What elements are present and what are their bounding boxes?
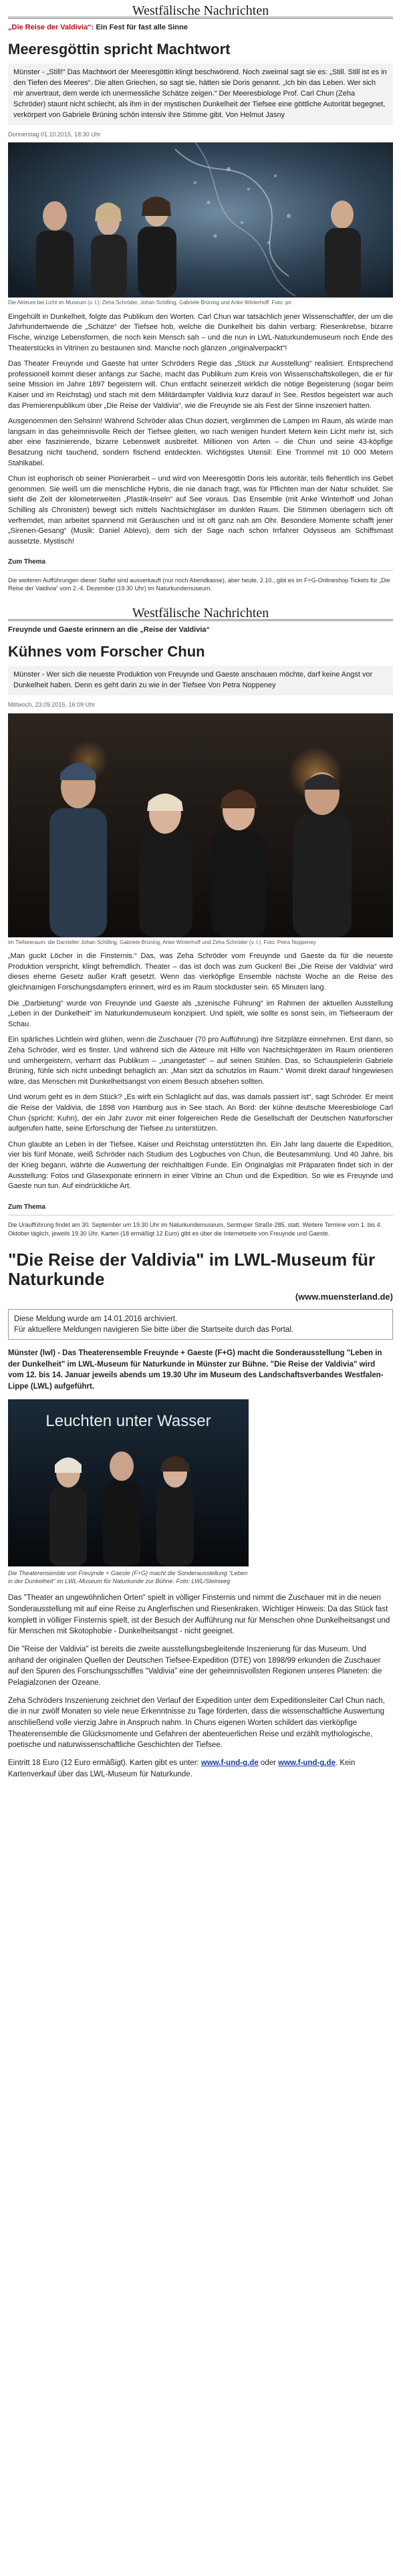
ensemble-photo-illustration <box>8 713 393 937</box>
article-clip-1 <box>8 0 393 598</box>
kicker-subtitle: : Ein Fest für fast alle Sinne <box>91 23 188 31</box>
photo-caption: Im Tiefseeraum: die Darsteller Johan Schilling, Gabriele Brüning, Anke Winterhoff und Zeha Schröder (v. l.). Foto: Petra Noppeney <box>8 939 316 945</box>
archive-notice-line-1: Diese Meldung wurde am 14.01.2016 archiviert. <box>14 1314 178 1323</box>
article-headline: "Die Reise der Valdivia" im LWL-Museum für Naturkunde <box>8 1249 376 1290</box>
ticket-text-pre: Eintritt 18 Euro (12 Euro ermäßigt). Karten gibt es unter: <box>8 1758 201 1767</box>
article-headline: Meeresgöttin spricht Machtwort <box>8 40 231 57</box>
body-paragraph-4: Und worum geht es in dem Stück? „Es wirft ein Schlaglicht auf das, was damals passiert ist“, sagt Schröder. Er meint die Reise der Valdivia, die 1898 von Hamburg aus in See stach. An Bord: der kühne deutsche Meeresbiologe Carl Chun (spricht: Kuhn), der ein Jahr zuvor mit einer folgereichen Rede die Gesellschaft der Deutschen Naturforscher aufgerufen hatte, seine Erforschung der Tiefsee zu unterstützen. <box>8 1093 393 1133</box>
body-paragraph-2: Das Theater Freuynde und Gaeste hat unter Schröders Regie das „Stück zur Ausstellung“ realisiert. Entsprechend professionell kommt dieser anfangs zur Sache, macht das Publikum zum Kreis von Wissenschaftskollegen, die er für seine Mission im Jahre 1897 begeistern will. Chun entfacht seinerzeit wirklich die nötige Begeisterung (sogar beim Kaiser und im Reichstag) und stach mit dem Militärdampfer Valdivia kurz darauf in See. Restlos begeistert war auch das Premierenpublikum über „Die Reise der Valdivia“, wie die Freuynde sie als Fest der Sinne inszeniert hatten. <box>8 360 393 410</box>
body-paragraph-3: Ausgenommen den Sehsinn! Während Schröder alias Chun doziert, verglimmen die Lampen im Raum, als würde man langsam in das geheimnisvolle Reich der Tiefsee gleiten, wo nach wenigen hundert Metern kein Licht mehr ist, sich aber eine faszinierende, bizarre Lebenswelt ausbreitet. Millionen von Arten – die Chun und seine 43-köpfige Besatzung nicht tauchend, sondern fischend entdeckten. Wichtigstes Utensil: Eine Trommel mit 10 000 Metern Stahlkabel. <box>8 417 393 467</box>
ticket-text-mid: oder <box>258 1758 279 1767</box>
poster-photo-illustration <box>8 1399 249 1566</box>
article-photo <box>8 713 393 937</box>
archive-notice-line-2: Für aktuellere Meldungen navigieren Sie bitte über die Startseite durch das Portal. <box>14 1325 294 1334</box>
body-paragraph-3: Ein spärliches Lichtlein wird glühen, wenn die Zuschauer (70 pro Aufführung) ihre Sitzplätze einnehmen. Erst dann, so Zeha Schröder, wird es finster. Und während sich die Akteure mit Hilfe von Nachtsichtgeräten im Raum orientieren und umhergeistern, verharrt das Publikum – „unangetastet“ – auf seinen Stühlen. Das, so Schauspielerin Gabriele Brüning, fühle sich nicht unbedingt behaglich an: „Man sitzt da schutzlos im Raum.“ Womit direkt darauf hingewiesen wäre, das Menschen mit Dunkelheitsangst von einem Besuch absehen sollten. <box>8 1036 393 1086</box>
kicker-title: „Die Reise der Valdivia“ <box>8 23 92 31</box>
article-lead: Münster (lwl) - Das Theaterensemble Freuynde + Gaeste (F+G) macht die Sonderausstellung "Leben in der Dunkelheit" im LWL-Museum für Naturkunde in Münster zur Bühne. "Die Reise der Valdivia" wird vom 12. bis 14. Januar jeweils abends um 19.30 Uhr im Museum des Landschaftsverbandes Westfalen-Lippe (LWL) aufgeführt. <box>8 1349 384 1391</box>
article-kicker <box>8 23 393 33</box>
newspaper-masthead: Westfälische Nachrichten <box>8 0 393 19</box>
ticket-link-2[interactable]: www.f-und-g.de <box>278 1758 336 1767</box>
body-paragraph-2: Die "Reise der Valdivia" ist bereits die zweite ausstellungsbegleitende Inszenierung für das Museum. Und anhand der originalen Quellen der Deutschen Tiefsee-Expedition (DTE) von 1898/99 erkunden die Zuschauer auf den Spuren des Forschungsschiffes "Valdivia" eine der geheimnisvollsten Regionen unseres Planeten: die Pelagialzonen der Ozeane. <box>8 1645 382 1687</box>
ensemble-photo-illustration <box>8 142 393 298</box>
article-photo <box>8 1399 249 1566</box>
article-photo <box>8 142 393 298</box>
body-paragraph-1: Das "Theater an ungewöhnlichen Orten" spielt in völliger Finsternis und nimmt die Zuschauer mit in die neuen Sonderausstellung mit auf eine Reise zu Anglerfischen und Riesenkraken. Wichtiger Hinweis: Da das Stück fast komplett in völliger Finsternis spielt, ist der Besuch der Aufführung nur für Menschen ohne Dunkelheitsangst und für Menschen mit Skotophobie - Dunkelheitsangst - nicht geeignet. <box>8 1594 390 1636</box>
body-paragraph-1: Eingehüllt in Dunkelheit, folgte das Publikum den Worten. Carl Chun war tatsächlich jener Wissenschaftler, der um die Jahrhundertwende die „Schätze“ der Tiefsee hob, welche die Dunkelheit bis dahin verbarg: Riesenkrebse, bizarre Fische, winzige Lebensformen, die noch kein Mensch sah – und die nun in LWL-Naturkundemuseum noch Ende des Theaterstücks in Vitrinen zu bestaunen sind. Manche noch glänzen „originalverpackt“! <box>8 312 393 352</box>
poster-title: Leuchten unter Wasser <box>45 1411 211 1430</box>
article-date: Donnerstag 01.10.2015, 18:30 Uhr <box>8 130 101 138</box>
body-paragraph-4: Chun ist euphorisch ob seiner Pionierarbeit – und wird von Meeresgöttin Doris leis autoritär, teils flehentlich ins Gebet genommen. Sie weiß um die menschliche Hybris, die nie danach fragt, was für Pflichten man der Natur schuldet. Sie sieht die Zeit der kilometerweiten „Plastik-Inseln“ auf See voraus. Das Ensemble (mit Anke Winterhoff und Johan Schilling als Chronisten) bewegt sich mittels Nachtsichtgläser im dunklen Raum. Die Stimmen überlagern sich oft verfremdet, man arbeitet spannend mit Geräuschen und ist oft ganz nah am Ohr. Besondere Momente schafft jener „Sirenen-Gesang“ (Musik: Daniel Ablevo), dem sich der Sage nach schon Irrfahrer Odysseus am Schiffsmast aussetzte. Mystisch! <box>8 475 393 546</box>
article-body <box>8 312 393 548</box>
ticket-info <box>8 1758 393 1780</box>
article-lead: Münster - Wer sich die neueste Produktion von Freuynde und Gaeste anschauen möchte, darf keine Angst vor Dunkelheit haben. Denn es geht darin zu wie in der Tiefsee Von Petra Noppeney <box>8 666 393 695</box>
photo-caption: Die Theaterensemble von Freuynde + Gaeste (F+G) macht die Sonderausstellung "Leben in der Dunkelheit" im LWL-Museum für Naturkunde zur Bühne. Foto: LWL/Steinweg <box>8 1569 248 1585</box>
topic-text: Die Uraufführung findet am 30. September um 19.30 Uhr im Naturkundemuseum, Sentruper Straße 285, statt. Weitere Termine vom 1. bis 4. Oktober täglich, jeweils 19.30 Uhr. Karten (18 ermäßigt 12 Euro) gibt es über die Internetseite von Freuynde und Gaeste. <box>8 1221 382 1237</box>
newspaper-masthead: Westfälische Nachrichten <box>8 602 393 621</box>
article-clip-3 <box>8 1250 393 1780</box>
article-headline: Kühnes vom Forscher Chun <box>8 642 205 660</box>
ticket-text-post: . Kein Kartenverkauf über das LWL-Museum für Naturkunde. <box>8 1758 356 1778</box>
body-paragraph-1: „Man guckt Löcher in die Finsternis.“ Das, was Zeha Schröder vom Freuynde und Gaeste da für die neueste Produktion verspricht, klingt befremdlich. Theater – das ist doch was zum Gucken! Bei „Die Reise der Valdivia“ wird dieses eherne Gesetz außer Kraft gesetzt. Wenn das vierköpfige Ensemble nächste Woche an die Reise des gleichnamigen Forschungsdampfers erinnert, wird es im Raum stockduster sein. 65 Minuten lang. <box>8 952 393 991</box>
article-body <box>8 951 393 1192</box>
topic-text: Die weiteren Aufführungen dieser Staffel sind ausverkauft (nur noch Abendkasse), aber heute, 2.10., gibt es im F+G-Onlineshop Tickets für „Die Reise der Valdivia“ vom 2.-4. Dezember (19.30 Uhr) im Naturkundemuseum. <box>8 576 390 592</box>
divider <box>8 570 393 571</box>
archive-notice <box>8 1309 393 1340</box>
article-body <box>8 1593 393 1780</box>
source-label: (www.muensterland.de) <box>295 1292 393 1302</box>
topic-label: Zum Thema <box>8 1203 46 1211</box>
body-paragraph-2: Die „Darbietung“ wurde von Freuynde und Gaeste als „szenische Führung“ im Rahmen der aktuellen Ausstellung „Leben in der Dunkelheit“ im Naturkundemuseum konzipiert. Und spielt, wie sollte es sonst sein, im Tiefseeraum der Schau. <box>8 999 393 1028</box>
topic-label: Zum Thema <box>8 558 46 566</box>
body-paragraph-3: Zeha Schröders Inszenierung zeichnet den Verlauf der Expedition unter dem Expeditionsleiter Carl Chun nach, die in nur zwölf Monaten so viele neue Erkenntnisse zu Tage förderten, dass die wissenschaftliche Auswertung anschließend volle vierzig Jahre in Anspruch nahm. In Chuns eigenen Worten schildert das vierköpfige Theaterensemble die Glücksmomente und Gefahren der abenteuerlichen Reise und erzählt mythologische, poetische und naturwissenschaftliche Geschichten der Tiefsee. <box>8 1696 385 1750</box>
body-paragraph-5: Chun glaubte an Leben in der Tiefsee, Kaiser und Reichstag unterstützten ihn. Ein Jahr lang dauerte die Expedition, vier bis fünf Monate, weiß Schröder nach Studium des Logbuches von Chun, die Beutesammlung. Und 40 Jahre, bis der Krieg begann, währte die Auswertung der reichhaltigen Funde. Ein Originalglas mit Präparaten findet sich in der Ausstellung: Fotos und Glasexponate erinnern in einer Vitrine an Chun und die Expedition. So wie es Freuynde und Gaeste nun tun. Auf eindrückliche Art. <box>8 1140 393 1191</box>
ticket-link-1[interactable]: www.f-und-g.de <box>200 1758 259 1767</box>
article-lead: Münster - „Still!“ Das Machtwort der Meeresgöttin klingt beschwörend. Noch zweimal sagt sie es: „Still. Still ist es in den Tiefen des Meeres“. Die alten Griechen, so sagt sie, hätten sie Doris genannt. „Ich bin das Leben. Wer sich mir anvertraut, dem werde ich unermessliche Schätze zeigen.“ Der Meeresbiologe Prof. Carl Chun (Zeha Schröder) staunt nicht schlecht, als ihm in der mystischen Dunkelheit der Tiefsee eine göttliche Autorität begegnet, verkörpert von Gabriele Brüning schön intensiv ihre Stimme gibt. Von Helmut Jasny <box>8 64 393 125</box>
article-kicker: Freuynde und Gaeste erinnern an die „Reise der Valdivia“ <box>8 626 210 634</box>
photo-caption: Die Akteure bei Licht im Museum (v. l.): Zeha Schröder, Johan Schilling, Gabriele Brüning und Anke Winterhoff. Foto: pn <box>8 300 291 306</box>
article-clip-2 <box>8 602 393 1243</box>
article-date: Mittwoch, 23.09.2015, 16:09 Uhr <box>8 701 96 708</box>
